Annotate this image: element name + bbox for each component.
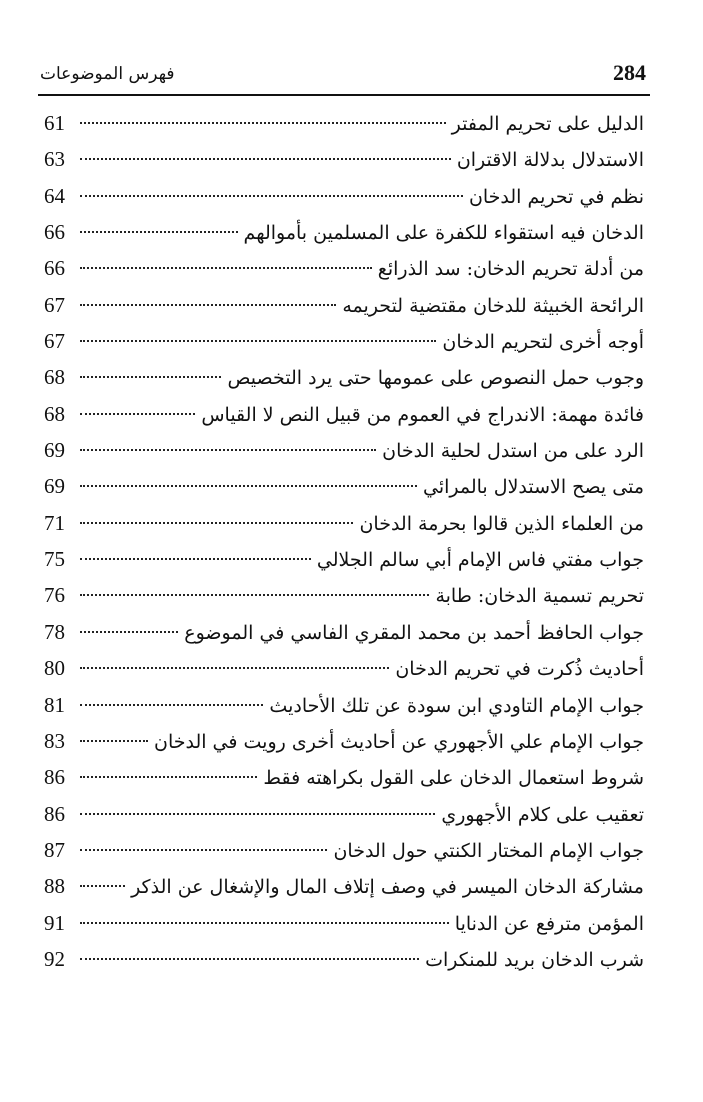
toc-page-number: 64 xyxy=(44,183,65,208)
toc-title: من العلماء الذين قالوا بحرمة الدخان xyxy=(359,512,644,535)
dot-leader xyxy=(80,594,429,596)
toc-page-number: 69 xyxy=(44,474,65,499)
toc-page-number: 88 xyxy=(44,874,65,899)
dot-leader xyxy=(80,340,436,342)
toc-title: تحريم تسمية الدخان: طابة xyxy=(435,585,644,608)
toc-title: جواب الإمام علي الأجهوري عن أحاديث أخرى رويت في الدخان xyxy=(153,730,644,753)
toc-title: جواب الإمام التاودي ابن سودة عن تلك الأحاديث xyxy=(269,694,644,717)
toc-entry xyxy=(44,432,644,468)
toc-page-number: 68 xyxy=(44,365,65,390)
dot-leader xyxy=(80,195,463,197)
toc-page-number: 91 xyxy=(44,910,65,935)
dot-leader xyxy=(80,667,389,669)
dot-leader xyxy=(80,413,195,415)
toc-entry xyxy=(44,832,644,868)
toc-title: شروط استعمال الدخان على القول بكراهته فقط xyxy=(263,767,644,790)
toc-page-number: 80 xyxy=(44,656,65,681)
dot-leader xyxy=(80,522,353,524)
toc-title: تعقيب على كلام الأجهوري xyxy=(441,803,644,826)
toc-entry xyxy=(44,396,644,432)
toc-title: نظم في تحريم الدخان xyxy=(468,185,644,208)
running-title: فهرس الموضوعات xyxy=(40,64,175,84)
toc-entry xyxy=(44,796,644,832)
dot-leader xyxy=(80,885,125,887)
table-of-contents xyxy=(44,105,644,977)
toc-entry xyxy=(44,650,644,686)
dot-leader xyxy=(80,958,419,960)
dot-leader xyxy=(80,776,257,778)
toc-page-number: 63 xyxy=(44,147,65,172)
toc-entry xyxy=(44,250,644,286)
toc-title: متى يصح الاستدلال بالمرائي xyxy=(422,476,644,499)
dot-leader xyxy=(80,449,376,451)
toc-page-number: 71 xyxy=(44,510,65,535)
dot-leader xyxy=(80,558,311,560)
toc-page-number: 78 xyxy=(44,619,65,644)
toc-title: الرائحة الخبيثة للدخان مقتضية لتحريمه xyxy=(342,294,644,317)
toc-title: جواب الإمام المختار الكنتي حول الدخان xyxy=(333,839,644,862)
toc-page-number: 66 xyxy=(44,256,65,281)
toc-title: الدخان فيه استقواء للكفرة على المسلمين بأموالهم xyxy=(243,222,644,245)
toc-title: وجوب حمل النصوص على عمومها حتى يرد التخصيص xyxy=(227,367,644,390)
toc-entry xyxy=(44,141,644,177)
toc-title: من أدلة تحريم الدخان: سد الذرائع xyxy=(377,258,644,281)
dot-leader xyxy=(80,376,221,378)
toc-title: الاستدلال بدلالة الاقتران xyxy=(456,149,644,172)
toc-title: أوجه أخرى لتحريم الدخان xyxy=(442,331,644,354)
toc-entry xyxy=(44,614,644,650)
dot-leader xyxy=(80,122,446,124)
toc-page-number: 69 xyxy=(44,438,65,463)
toc-page-number: 75 xyxy=(44,547,65,572)
toc-title: المؤمن مترفع عن الدنايا xyxy=(454,912,644,935)
dot-leader xyxy=(80,158,451,160)
toc-entry xyxy=(44,359,644,395)
toc-entry xyxy=(44,905,644,941)
dot-leader xyxy=(80,631,178,633)
toc-page-number: 67 xyxy=(44,329,65,354)
page-number: 284 xyxy=(613,60,646,85)
dot-leader xyxy=(80,704,263,706)
toc-page-number: 81 xyxy=(44,692,65,717)
toc-title: الرد على من استدل لحلية الدخان xyxy=(382,440,644,463)
toc-page-number: 86 xyxy=(44,765,65,790)
toc-page-number: 86 xyxy=(44,801,65,826)
toc-entry xyxy=(44,105,644,141)
dot-leader xyxy=(80,740,148,742)
toc-entry xyxy=(44,468,644,504)
toc-entry xyxy=(44,214,644,250)
toc-entry xyxy=(44,723,644,759)
toc-title: الدليل على تحريم المفتر xyxy=(451,113,644,135)
dot-leader xyxy=(80,267,372,269)
toc-entry xyxy=(44,287,644,323)
dot-leader xyxy=(80,231,238,233)
toc-page-number: 66 xyxy=(44,220,65,245)
toc-page-number: 92 xyxy=(44,946,65,971)
toc-page-number: 83 xyxy=(44,728,65,753)
toc-title: جواب مفتي فاس الإمام أبي سالم الجلالي xyxy=(316,549,644,572)
toc-page-number: 87 xyxy=(44,837,65,862)
toc-entry xyxy=(44,541,644,577)
dot-leader xyxy=(80,485,417,487)
toc-title: شرب الدخان بريد للمنكرات xyxy=(425,948,644,971)
toc-entry xyxy=(44,178,644,214)
toc-entry xyxy=(44,941,644,977)
toc-title: فائدة مهمة: الاندراج في العموم من قبيل النص لا القياس xyxy=(201,403,644,426)
toc-entry xyxy=(44,577,644,613)
toc-entry xyxy=(44,759,644,795)
toc-page-number: 61 xyxy=(44,111,65,135)
toc-entry xyxy=(44,687,644,723)
dot-leader xyxy=(80,922,449,924)
dot-leader xyxy=(80,813,435,815)
toc-page-number: 68 xyxy=(44,401,65,426)
toc-page-number: 76 xyxy=(44,583,65,608)
toc-entry xyxy=(44,868,644,904)
dot-leader xyxy=(80,304,336,306)
dot-leader xyxy=(80,849,327,851)
toc-title: أحاديث ذُكرت في تحريم الدخان xyxy=(395,658,644,681)
toc-title: جواب الحافظ أحمد بن محمد المقري الفاسي في الموضوع xyxy=(184,621,644,644)
toc-entry xyxy=(44,323,644,359)
toc-page-number: 67 xyxy=(44,292,65,317)
toc-entry xyxy=(44,505,644,541)
toc-title: مشاركة الدخان الميسر في وصف إتلاف المال والإشغال عن الذكر xyxy=(131,876,644,899)
page-header xyxy=(38,58,650,96)
